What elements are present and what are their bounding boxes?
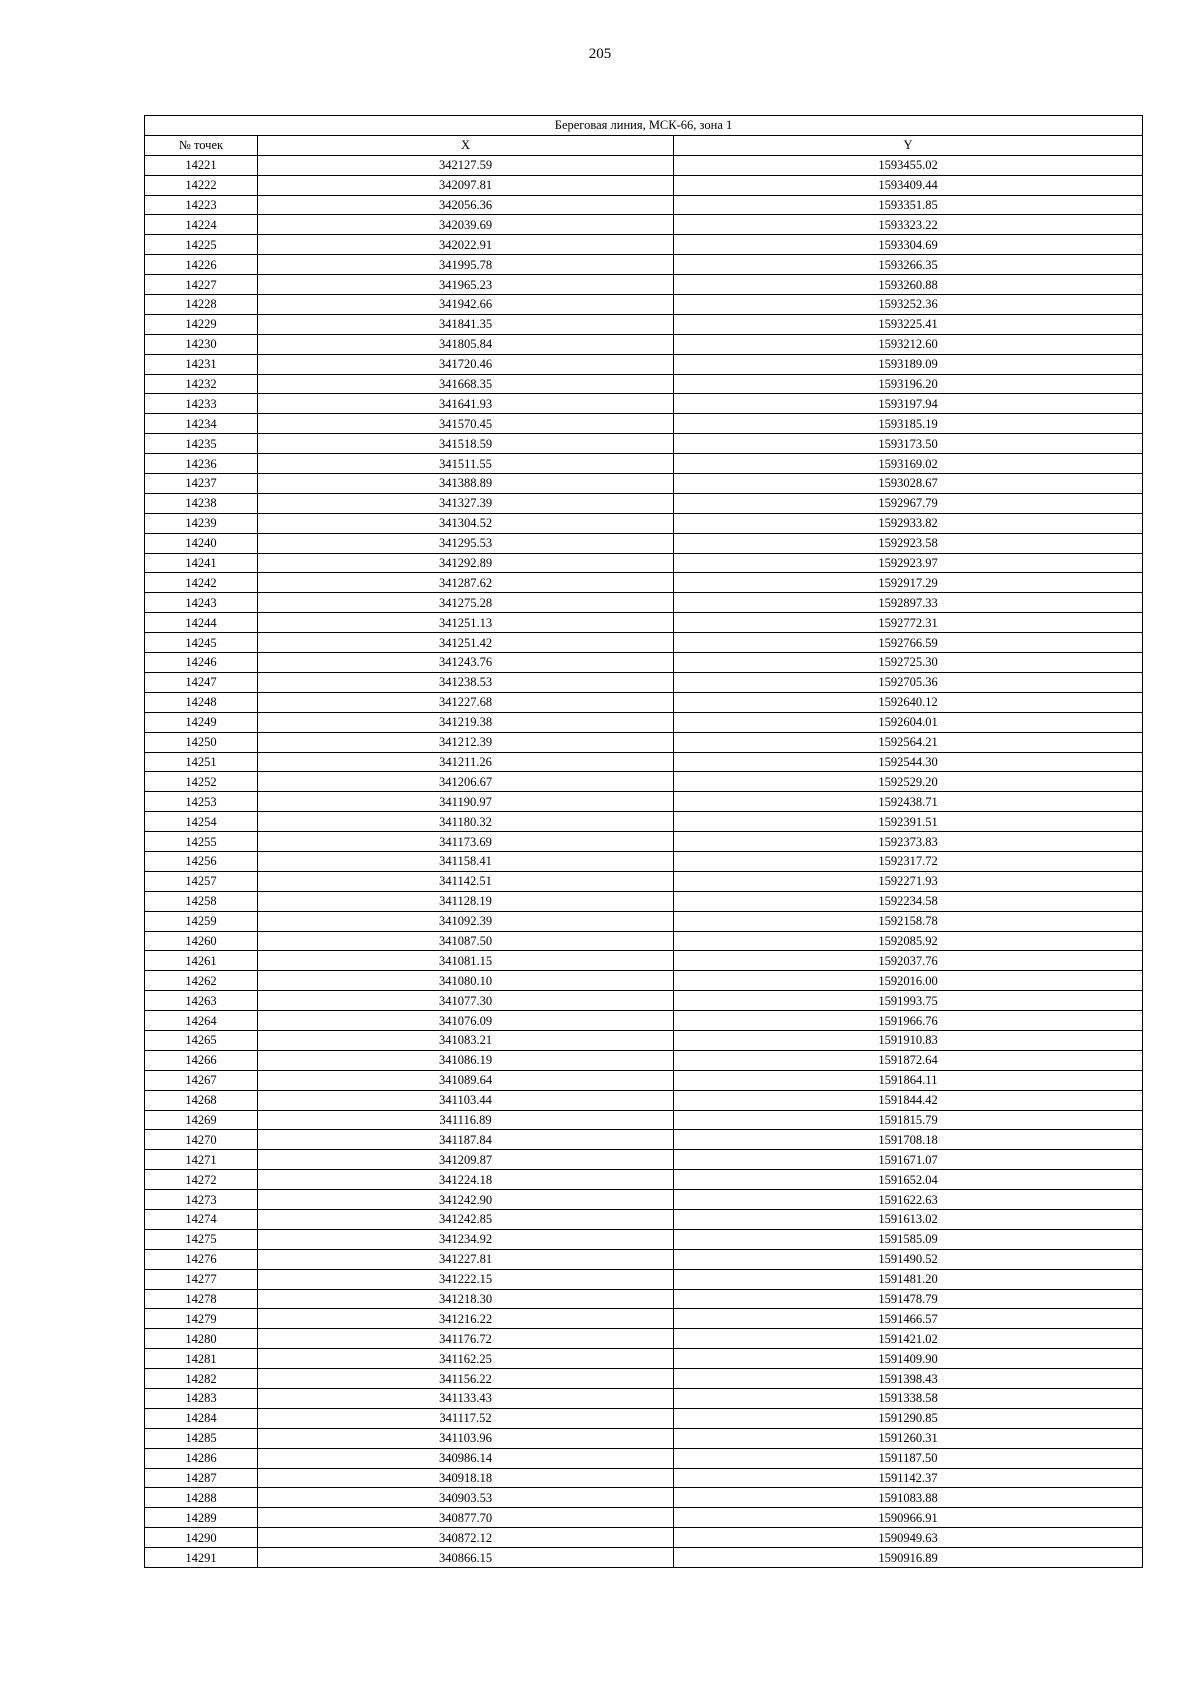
cell-x: 341668.35 bbox=[258, 374, 674, 394]
cell-y: 1591910.83 bbox=[674, 1030, 1143, 1050]
cell-x: 342022.91 bbox=[258, 235, 674, 255]
cell-point-number: 14268 bbox=[145, 1090, 258, 1110]
page-number: 205 bbox=[588, 46, 612, 62]
cell-y: 1591490.52 bbox=[674, 1249, 1143, 1269]
cell-x: 341212.39 bbox=[258, 732, 674, 752]
cell-y: 1592037.76 bbox=[674, 951, 1143, 971]
cell-point-number: 14225 bbox=[145, 235, 258, 255]
cell-point-number: 14238 bbox=[145, 493, 258, 513]
cell-y: 1591622.63 bbox=[674, 1190, 1143, 1210]
cell-x: 341251.42 bbox=[258, 633, 674, 653]
table-title: Береговая линия, МСК-66, зона 1 bbox=[145, 116, 1143, 136]
cell-x: 341720.46 bbox=[258, 354, 674, 374]
cell-y: 1591993.75 bbox=[674, 991, 1143, 1011]
table-row bbox=[145, 1190, 1143, 1210]
cell-x: 341081.15 bbox=[258, 951, 674, 971]
table-row bbox=[145, 1369, 1143, 1389]
cell-y: 1591585.09 bbox=[674, 1229, 1143, 1249]
cell-x: 341103.96 bbox=[258, 1428, 674, 1448]
table-row bbox=[145, 533, 1143, 553]
cell-x: 341218.30 bbox=[258, 1289, 674, 1309]
table-row bbox=[145, 692, 1143, 712]
cell-point-number: 14264 bbox=[145, 1011, 258, 1031]
cell-y: 1592317.72 bbox=[674, 851, 1143, 871]
cell-y: 1591142.37 bbox=[674, 1468, 1143, 1488]
table-row bbox=[145, 772, 1143, 792]
cell-point-number: 14245 bbox=[145, 633, 258, 653]
table-row bbox=[145, 1269, 1143, 1289]
table-row bbox=[145, 1209, 1143, 1229]
cell-y: 1591187.50 bbox=[674, 1448, 1143, 1468]
table-row bbox=[145, 175, 1143, 195]
cell-x: 341142.51 bbox=[258, 871, 674, 891]
cell-y: 1592438.71 bbox=[674, 792, 1143, 812]
table-row bbox=[145, 911, 1143, 931]
cell-point-number: 14273 bbox=[145, 1190, 258, 1210]
cell-x: 341841.35 bbox=[258, 314, 674, 334]
table-row bbox=[145, 1130, 1143, 1150]
table-row bbox=[145, 215, 1143, 235]
cell-point-number: 14246 bbox=[145, 653, 258, 673]
cell-x: 341243.76 bbox=[258, 653, 674, 673]
cell-y: 1593323.22 bbox=[674, 215, 1143, 235]
table-row bbox=[145, 493, 1143, 513]
cell-y: 1591844.42 bbox=[674, 1090, 1143, 1110]
cell-point-number: 14274 bbox=[145, 1209, 258, 1229]
cell-point-number: 14288 bbox=[145, 1488, 258, 1508]
cell-point-number: 14230 bbox=[145, 334, 258, 354]
cell-y: 1592234.58 bbox=[674, 891, 1143, 911]
cell-point-number: 14243 bbox=[145, 593, 258, 613]
table-row bbox=[145, 1090, 1143, 1110]
cell-x: 340918.18 bbox=[258, 1468, 674, 1488]
cell-x: 341965.23 bbox=[258, 275, 674, 295]
cell-point-number: 14261 bbox=[145, 951, 258, 971]
cell-y: 1593189.09 bbox=[674, 354, 1143, 374]
cell-point-number: 14244 bbox=[145, 613, 258, 633]
cell-x: 341219.38 bbox=[258, 712, 674, 732]
table-row bbox=[145, 314, 1143, 334]
cell-y: 1592967.79 bbox=[674, 493, 1143, 513]
cell-y: 1592544.30 bbox=[674, 752, 1143, 772]
table-row bbox=[145, 1528, 1143, 1548]
table-row bbox=[145, 931, 1143, 951]
cell-point-number: 14253 bbox=[145, 792, 258, 812]
cell-point-number: 14272 bbox=[145, 1170, 258, 1190]
cell-point-number: 14263 bbox=[145, 991, 258, 1011]
table-row bbox=[145, 851, 1143, 871]
cell-x: 341190.97 bbox=[258, 792, 674, 812]
cell-point-number: 14281 bbox=[145, 1349, 258, 1369]
cell-x: 342127.59 bbox=[258, 155, 674, 175]
cell-y: 1593169.02 bbox=[674, 454, 1143, 474]
cell-x: 341805.84 bbox=[258, 334, 674, 354]
table-row bbox=[145, 155, 1143, 175]
table-row bbox=[145, 255, 1143, 275]
cell-y: 1593225.41 bbox=[674, 314, 1143, 334]
cell-x: 341176.72 bbox=[258, 1329, 674, 1349]
cell-y: 1592640.12 bbox=[674, 692, 1143, 712]
cell-y: 1590949.63 bbox=[674, 1528, 1143, 1548]
cell-x: 341211.26 bbox=[258, 752, 674, 772]
cell-point-number: 14252 bbox=[145, 772, 258, 792]
cell-point-number: 14222 bbox=[145, 175, 258, 195]
cell-x: 341156.22 bbox=[258, 1369, 674, 1389]
cell-point-number: 14255 bbox=[145, 832, 258, 852]
cell-point-number: 14265 bbox=[145, 1030, 258, 1050]
cell-x: 341242.90 bbox=[258, 1190, 674, 1210]
cell-point-number: 14291 bbox=[145, 1548, 258, 1568]
cell-x: 341087.50 bbox=[258, 931, 674, 951]
cell-x: 341077.30 bbox=[258, 991, 674, 1011]
cell-y: 1593260.88 bbox=[674, 275, 1143, 295]
cell-x: 341180.32 bbox=[258, 812, 674, 832]
table-row bbox=[145, 871, 1143, 891]
cell-y: 1591398.43 bbox=[674, 1369, 1143, 1389]
cell-y: 1593185.19 bbox=[674, 414, 1143, 434]
cell-y: 1592772.31 bbox=[674, 613, 1143, 633]
cell-x: 341222.15 bbox=[258, 1269, 674, 1289]
cell-y: 1593196.20 bbox=[674, 374, 1143, 394]
cell-x: 341641.93 bbox=[258, 394, 674, 414]
table-row bbox=[145, 513, 1143, 533]
cell-x: 341117.52 bbox=[258, 1408, 674, 1428]
cell-x: 340986.14 bbox=[258, 1448, 674, 1468]
table-row bbox=[145, 1349, 1143, 1369]
cell-point-number: 14227 bbox=[145, 275, 258, 295]
cell-y: 1591864.11 bbox=[674, 1070, 1143, 1090]
cell-y: 1591409.90 bbox=[674, 1349, 1143, 1369]
table-header-row bbox=[145, 135, 1143, 155]
cell-point-number: 14232 bbox=[145, 374, 258, 394]
table-row bbox=[145, 553, 1143, 573]
table-row bbox=[145, 1468, 1143, 1488]
table-row bbox=[145, 991, 1143, 1011]
table-row bbox=[145, 1070, 1143, 1090]
table-row bbox=[145, 1249, 1143, 1269]
table-row bbox=[145, 454, 1143, 474]
table-row bbox=[145, 633, 1143, 653]
table-title-row bbox=[145, 116, 1143, 136]
cell-y: 1592373.83 bbox=[674, 832, 1143, 852]
table-row bbox=[145, 1309, 1143, 1329]
table-row bbox=[145, 1488, 1143, 1508]
cell-point-number: 14221 bbox=[145, 155, 258, 175]
cell-point-number: 14279 bbox=[145, 1309, 258, 1329]
table-row bbox=[145, 1389, 1143, 1409]
table-row bbox=[145, 1289, 1143, 1309]
cell-y: 1592705.36 bbox=[674, 672, 1143, 692]
cell-point-number: 14266 bbox=[145, 1050, 258, 1070]
cell-x: 341518.59 bbox=[258, 434, 674, 454]
cell-x: 341158.41 bbox=[258, 851, 674, 871]
header-point-number: № точек bbox=[145, 135, 258, 155]
cell-y: 1591338.58 bbox=[674, 1389, 1143, 1409]
cell-point-number: 14250 bbox=[145, 732, 258, 752]
cell-x: 341995.78 bbox=[258, 255, 674, 275]
cell-x: 341206.67 bbox=[258, 772, 674, 792]
table-row bbox=[145, 732, 1143, 752]
table-row bbox=[145, 195, 1143, 215]
cell-y: 1592016.00 bbox=[674, 971, 1143, 991]
cell-x: 341076.09 bbox=[258, 1011, 674, 1031]
cell-x: 341216.22 bbox=[258, 1309, 674, 1329]
cell-y: 1592917.29 bbox=[674, 573, 1143, 593]
table-row bbox=[145, 613, 1143, 633]
cell-y: 1593197.94 bbox=[674, 394, 1143, 414]
table-row bbox=[145, 752, 1143, 772]
table-row bbox=[145, 891, 1143, 911]
cell-point-number: 14283 bbox=[145, 1389, 258, 1409]
cell-point-number: 14224 bbox=[145, 215, 258, 235]
cell-point-number: 14280 bbox=[145, 1329, 258, 1349]
cell-y: 1591466.57 bbox=[674, 1309, 1143, 1329]
cell-y: 1592897.33 bbox=[674, 593, 1143, 613]
cell-x: 340903.53 bbox=[258, 1488, 674, 1508]
cell-y: 1592391.51 bbox=[674, 812, 1143, 832]
cell-point-number: 14257 bbox=[145, 871, 258, 891]
table-row bbox=[145, 971, 1143, 991]
cell-x: 341238.53 bbox=[258, 672, 674, 692]
table-row bbox=[145, 1030, 1143, 1050]
table-row bbox=[145, 1050, 1143, 1070]
cell-x: 341103.44 bbox=[258, 1090, 674, 1110]
table-row bbox=[145, 1170, 1143, 1190]
cell-x: 341251.13 bbox=[258, 613, 674, 633]
cell-point-number: 14254 bbox=[145, 812, 258, 832]
table-row bbox=[145, 1150, 1143, 1170]
cell-x: 342056.36 bbox=[258, 195, 674, 215]
cell-x: 341292.89 bbox=[258, 553, 674, 573]
cell-point-number: 14278 bbox=[145, 1289, 258, 1309]
cell-point-number: 14286 bbox=[145, 1448, 258, 1468]
cell-x: 340872.12 bbox=[258, 1528, 674, 1548]
cell-point-number: 14251 bbox=[145, 752, 258, 772]
cell-x: 341234.92 bbox=[258, 1229, 674, 1249]
cell-y: 1591478.79 bbox=[674, 1289, 1143, 1309]
table-row bbox=[145, 712, 1143, 732]
cell-y: 1593252.36 bbox=[674, 295, 1143, 315]
cell-x: 341089.64 bbox=[258, 1070, 674, 1090]
cell-y: 1591421.02 bbox=[674, 1329, 1143, 1349]
cell-point-number: 14229 bbox=[145, 314, 258, 334]
table-row bbox=[145, 1229, 1143, 1249]
table-row bbox=[145, 832, 1143, 852]
cell-point-number: 14223 bbox=[145, 195, 258, 215]
cell-x: 341227.68 bbox=[258, 692, 674, 712]
cell-point-number: 14228 bbox=[145, 295, 258, 315]
cell-y: 1591815.79 bbox=[674, 1110, 1143, 1130]
table-row bbox=[145, 1011, 1143, 1031]
cell-point-number: 14282 bbox=[145, 1369, 258, 1389]
cell-x: 341133.43 bbox=[258, 1389, 674, 1409]
cell-point-number: 14287 bbox=[145, 1468, 258, 1488]
cell-point-number: 14258 bbox=[145, 891, 258, 911]
cell-y: 1593266.35 bbox=[674, 255, 1143, 275]
table-row bbox=[145, 434, 1143, 454]
cell-x: 341295.53 bbox=[258, 533, 674, 553]
cell-point-number: 14290 bbox=[145, 1528, 258, 1548]
cell-point-number: 14237 bbox=[145, 474, 258, 494]
cell-point-number: 14275 bbox=[145, 1229, 258, 1249]
cell-point-number: 14269 bbox=[145, 1110, 258, 1130]
cell-point-number: 14284 bbox=[145, 1408, 258, 1428]
cell-point-number: 14235 bbox=[145, 434, 258, 454]
table-row bbox=[145, 951, 1143, 971]
cell-x: 341942.66 bbox=[258, 295, 674, 315]
cell-point-number: 14241 bbox=[145, 553, 258, 573]
cell-point-number: 14234 bbox=[145, 414, 258, 434]
cell-y: 1592158.78 bbox=[674, 911, 1143, 931]
cell-point-number: 14249 bbox=[145, 712, 258, 732]
cell-y: 1593351.85 bbox=[674, 195, 1143, 215]
table-row bbox=[145, 812, 1143, 832]
cell-point-number: 14240 bbox=[145, 533, 258, 553]
cell-y: 1592085.92 bbox=[674, 931, 1143, 951]
cell-y: 1593409.44 bbox=[674, 175, 1143, 195]
cell-x: 340877.70 bbox=[258, 1508, 674, 1528]
cell-x: 341388.89 bbox=[258, 474, 674, 494]
cell-y: 1593028.67 bbox=[674, 474, 1143, 494]
cell-point-number: 14277 bbox=[145, 1269, 258, 1289]
table-row bbox=[145, 1110, 1143, 1130]
cell-point-number: 14270 bbox=[145, 1130, 258, 1150]
cell-point-number: 14226 bbox=[145, 255, 258, 275]
cell-x: 342097.81 bbox=[258, 175, 674, 195]
cell-point-number: 14247 bbox=[145, 672, 258, 692]
cell-x: 341511.55 bbox=[258, 454, 674, 474]
cell-point-number: 14233 bbox=[145, 394, 258, 414]
cell-x: 341304.52 bbox=[258, 513, 674, 533]
table-row bbox=[145, 414, 1143, 434]
table-row bbox=[145, 354, 1143, 374]
table-row bbox=[145, 295, 1143, 315]
table-row bbox=[145, 593, 1143, 613]
cell-y: 1593455.02 bbox=[674, 155, 1143, 175]
cell-y: 1590916.89 bbox=[674, 1548, 1143, 1568]
table-row bbox=[145, 374, 1143, 394]
cell-x: 341227.81 bbox=[258, 1249, 674, 1269]
cell-y: 1592766.59 bbox=[674, 633, 1143, 653]
cell-point-number: 14260 bbox=[145, 931, 258, 951]
cell-x: 341086.19 bbox=[258, 1050, 674, 1070]
table-row bbox=[145, 1428, 1143, 1448]
cell-x: 341209.87 bbox=[258, 1150, 674, 1170]
cell-point-number: 14289 bbox=[145, 1508, 258, 1528]
table-row bbox=[145, 792, 1143, 812]
cell-x: 341080.10 bbox=[258, 971, 674, 991]
cell-point-number: 14256 bbox=[145, 851, 258, 871]
cell-y: 1592725.30 bbox=[674, 653, 1143, 673]
cell-x: 341327.39 bbox=[258, 493, 674, 513]
cell-y: 1591290.85 bbox=[674, 1408, 1143, 1428]
table-row bbox=[145, 1548, 1143, 1568]
cell-x: 341092.39 bbox=[258, 911, 674, 931]
cell-point-number: 14262 bbox=[145, 971, 258, 991]
cell-x: 340866.15 bbox=[258, 1548, 674, 1568]
cell-y: 1591872.64 bbox=[674, 1050, 1143, 1070]
table-row bbox=[145, 394, 1143, 414]
cell-x: 341570.45 bbox=[258, 414, 674, 434]
coordinates-table bbox=[144, 115, 1143, 1568]
table-row bbox=[145, 653, 1143, 673]
table-row bbox=[145, 1408, 1143, 1428]
cell-point-number: 14271 bbox=[145, 1150, 258, 1170]
cell-y: 1591613.02 bbox=[674, 1209, 1143, 1229]
cell-point-number: 14276 bbox=[145, 1249, 258, 1269]
cell-x: 341242.85 bbox=[258, 1209, 674, 1229]
header-x: X bbox=[258, 135, 674, 155]
table-body bbox=[145, 155, 1143, 1567]
cell-point-number: 14248 bbox=[145, 692, 258, 712]
cell-x: 341224.18 bbox=[258, 1170, 674, 1190]
cell-y: 1591671.07 bbox=[674, 1150, 1143, 1170]
cell-point-number: 14239 bbox=[145, 513, 258, 533]
table-row bbox=[145, 474, 1143, 494]
cell-x: 342039.69 bbox=[258, 215, 674, 235]
cell-x: 341173.69 bbox=[258, 832, 674, 852]
table-row bbox=[145, 334, 1143, 354]
table-row bbox=[145, 1508, 1143, 1528]
cell-y: 1593173.50 bbox=[674, 434, 1143, 454]
cell-y: 1592564.21 bbox=[674, 732, 1143, 752]
cell-y: 1592271.93 bbox=[674, 871, 1143, 891]
cell-x: 341116.89 bbox=[258, 1110, 674, 1130]
header-y: Y bbox=[674, 135, 1143, 155]
cell-x: 341128.19 bbox=[258, 891, 674, 911]
cell-point-number: 14236 bbox=[145, 454, 258, 474]
cell-point-number: 14267 bbox=[145, 1070, 258, 1090]
table-row bbox=[145, 235, 1143, 255]
table-row bbox=[145, 672, 1143, 692]
table-row bbox=[145, 1448, 1143, 1468]
cell-y: 1593304.69 bbox=[674, 235, 1143, 255]
table-row bbox=[145, 573, 1143, 593]
cell-y: 1592604.01 bbox=[674, 712, 1143, 732]
cell-point-number: 14242 bbox=[145, 573, 258, 593]
cell-x: 341287.62 bbox=[258, 573, 674, 593]
table-row bbox=[145, 275, 1143, 295]
cell-y: 1591652.04 bbox=[674, 1170, 1143, 1190]
cell-y: 1592923.97 bbox=[674, 553, 1143, 573]
cell-y: 1591260.31 bbox=[674, 1428, 1143, 1448]
cell-y: 1590966.91 bbox=[674, 1508, 1143, 1528]
table-row bbox=[145, 1329, 1143, 1349]
cell-x: 341187.84 bbox=[258, 1130, 674, 1150]
cell-point-number: 14231 bbox=[145, 354, 258, 374]
cell-y: 1593212.60 bbox=[674, 334, 1143, 354]
cell-y: 1591708.18 bbox=[674, 1130, 1143, 1150]
cell-point-number: 14285 bbox=[145, 1428, 258, 1448]
cell-y: 1591481.20 bbox=[674, 1269, 1143, 1289]
cell-x: 341275.28 bbox=[258, 593, 674, 613]
cell-y: 1592529.20 bbox=[674, 772, 1143, 792]
cell-y: 1591083.88 bbox=[674, 1488, 1143, 1508]
cell-y: 1592933.82 bbox=[674, 513, 1143, 533]
cell-point-number: 14259 bbox=[145, 911, 258, 931]
cell-x: 341083.21 bbox=[258, 1030, 674, 1050]
cell-y: 1592923.58 bbox=[674, 533, 1143, 553]
cell-x: 341162.25 bbox=[258, 1349, 674, 1369]
cell-y: 1591966.76 bbox=[674, 1011, 1143, 1031]
